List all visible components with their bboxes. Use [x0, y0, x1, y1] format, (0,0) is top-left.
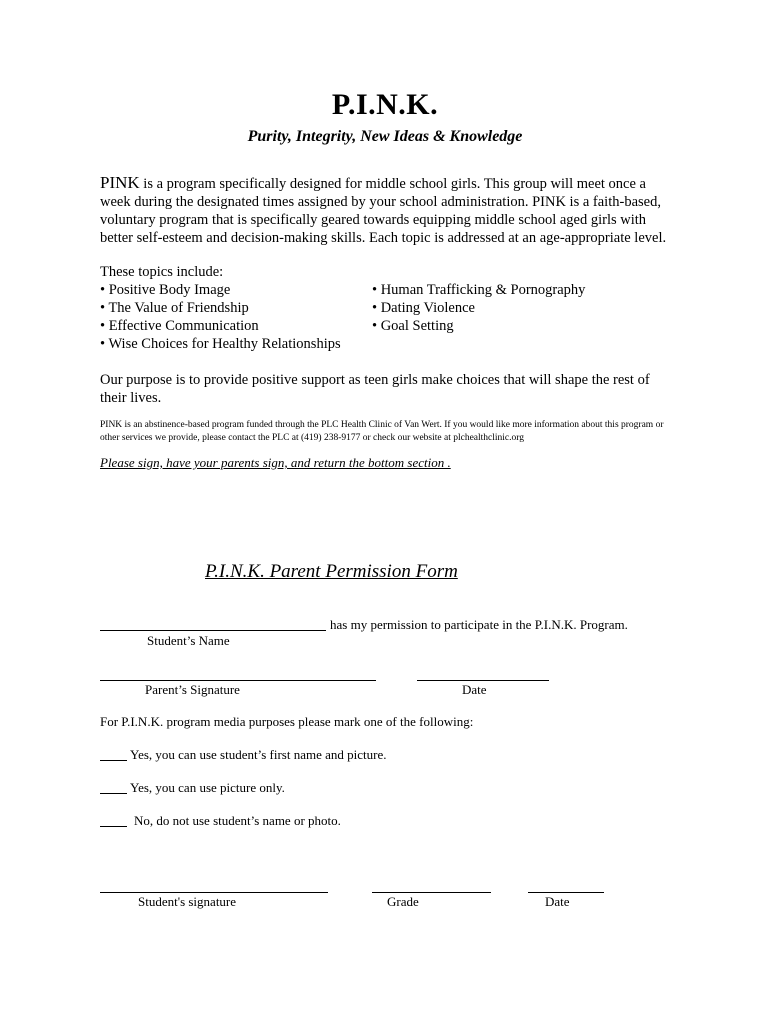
topic-item: • Human Trafficking & Pornography [372, 282, 586, 298]
topic-item: • Goal Setting [372, 318, 454, 334]
option-checkbox-line[interactable] [100, 826, 127, 827]
topic-item: • Positive Body Image [100, 282, 231, 298]
student-signature-label: Student's signature [138, 894, 237, 909]
student-signature-line[interactable] [100, 892, 328, 893]
grade-line[interactable] [372, 892, 491, 893]
topic-item: • Dating Violence [372, 300, 475, 316]
media-prompt: For P.I.N.K. program media purposes please mark one of the following: [100, 714, 474, 729]
parent-signature-label: Parent’s Signature [145, 682, 240, 697]
option-checkbox-line[interactable] [100, 760, 127, 761]
option-checkbox-line[interactable] [100, 793, 127, 794]
funding-note: PINK is an abstinence-based program funded through the PLC Health Clinic of Van Wert. If you would like more information about this program or other services we provide, please contact the PLC at (419) 238-9177 or check our website at plchealthclinic.org [100, 420, 664, 443]
topics-heading: These topics include: [100, 264, 224, 280]
intro-body: is a program specifically designed for middle school girls. This group will meet once a week during the designated times assigned by your school administration. PINK is a faith-based, voluntary program that is specifically geared towards equipping middle school aged girls with better self-esteem and decision-making skills. Each topic is addressed at an age-appropriate level. [100, 176, 667, 246]
grade-label: Grade [387, 894, 419, 909]
form-title: P.I.N.K. Parent Permission Form [205, 561, 458, 582]
topic-item: • Effective Communication [100, 318, 259, 334]
parent-date-line[interactable] [417, 680, 549, 681]
parent-signature-line[interactable] [100, 680, 376, 681]
document-title: P.I.N.K. [331, 88, 439, 121]
return-instruction: Please sign, have your parents sign, and return the bottom section . [100, 455, 451, 470]
topic-item: • The Value of Friendship [100, 300, 249, 316]
document-subtitle: Purity, Integrity, New Ideas & Knowledge [247, 128, 523, 145]
date-label: Date [462, 682, 487, 697]
permission-text: has my permission to participate in the P.I.N.K. Program. [330, 617, 628, 632]
purpose-paragraph: Our purpose is to provide positive support as teen girls make choices that will shape the rest of their lives. [100, 372, 650, 406]
option-text: Yes, you can use picture only. [130, 780, 285, 795]
date-label: Date [545, 894, 570, 909]
student-name-label: Student’s Name [147, 633, 230, 648]
student-name-line[interactable] [100, 630, 326, 631]
student-date-line[interactable] [528, 892, 604, 893]
option-text: No, do not use student’s name or photo. [134, 813, 341, 828]
intro-lead-word: PINK [100, 173, 140, 192]
option-text: Yes, you can use student’s first name and picture. [130, 747, 387, 762]
intro-paragraph [100, 174, 675, 247]
topic-item: • Wise Choices for Healthy Relationships [100, 336, 341, 352]
